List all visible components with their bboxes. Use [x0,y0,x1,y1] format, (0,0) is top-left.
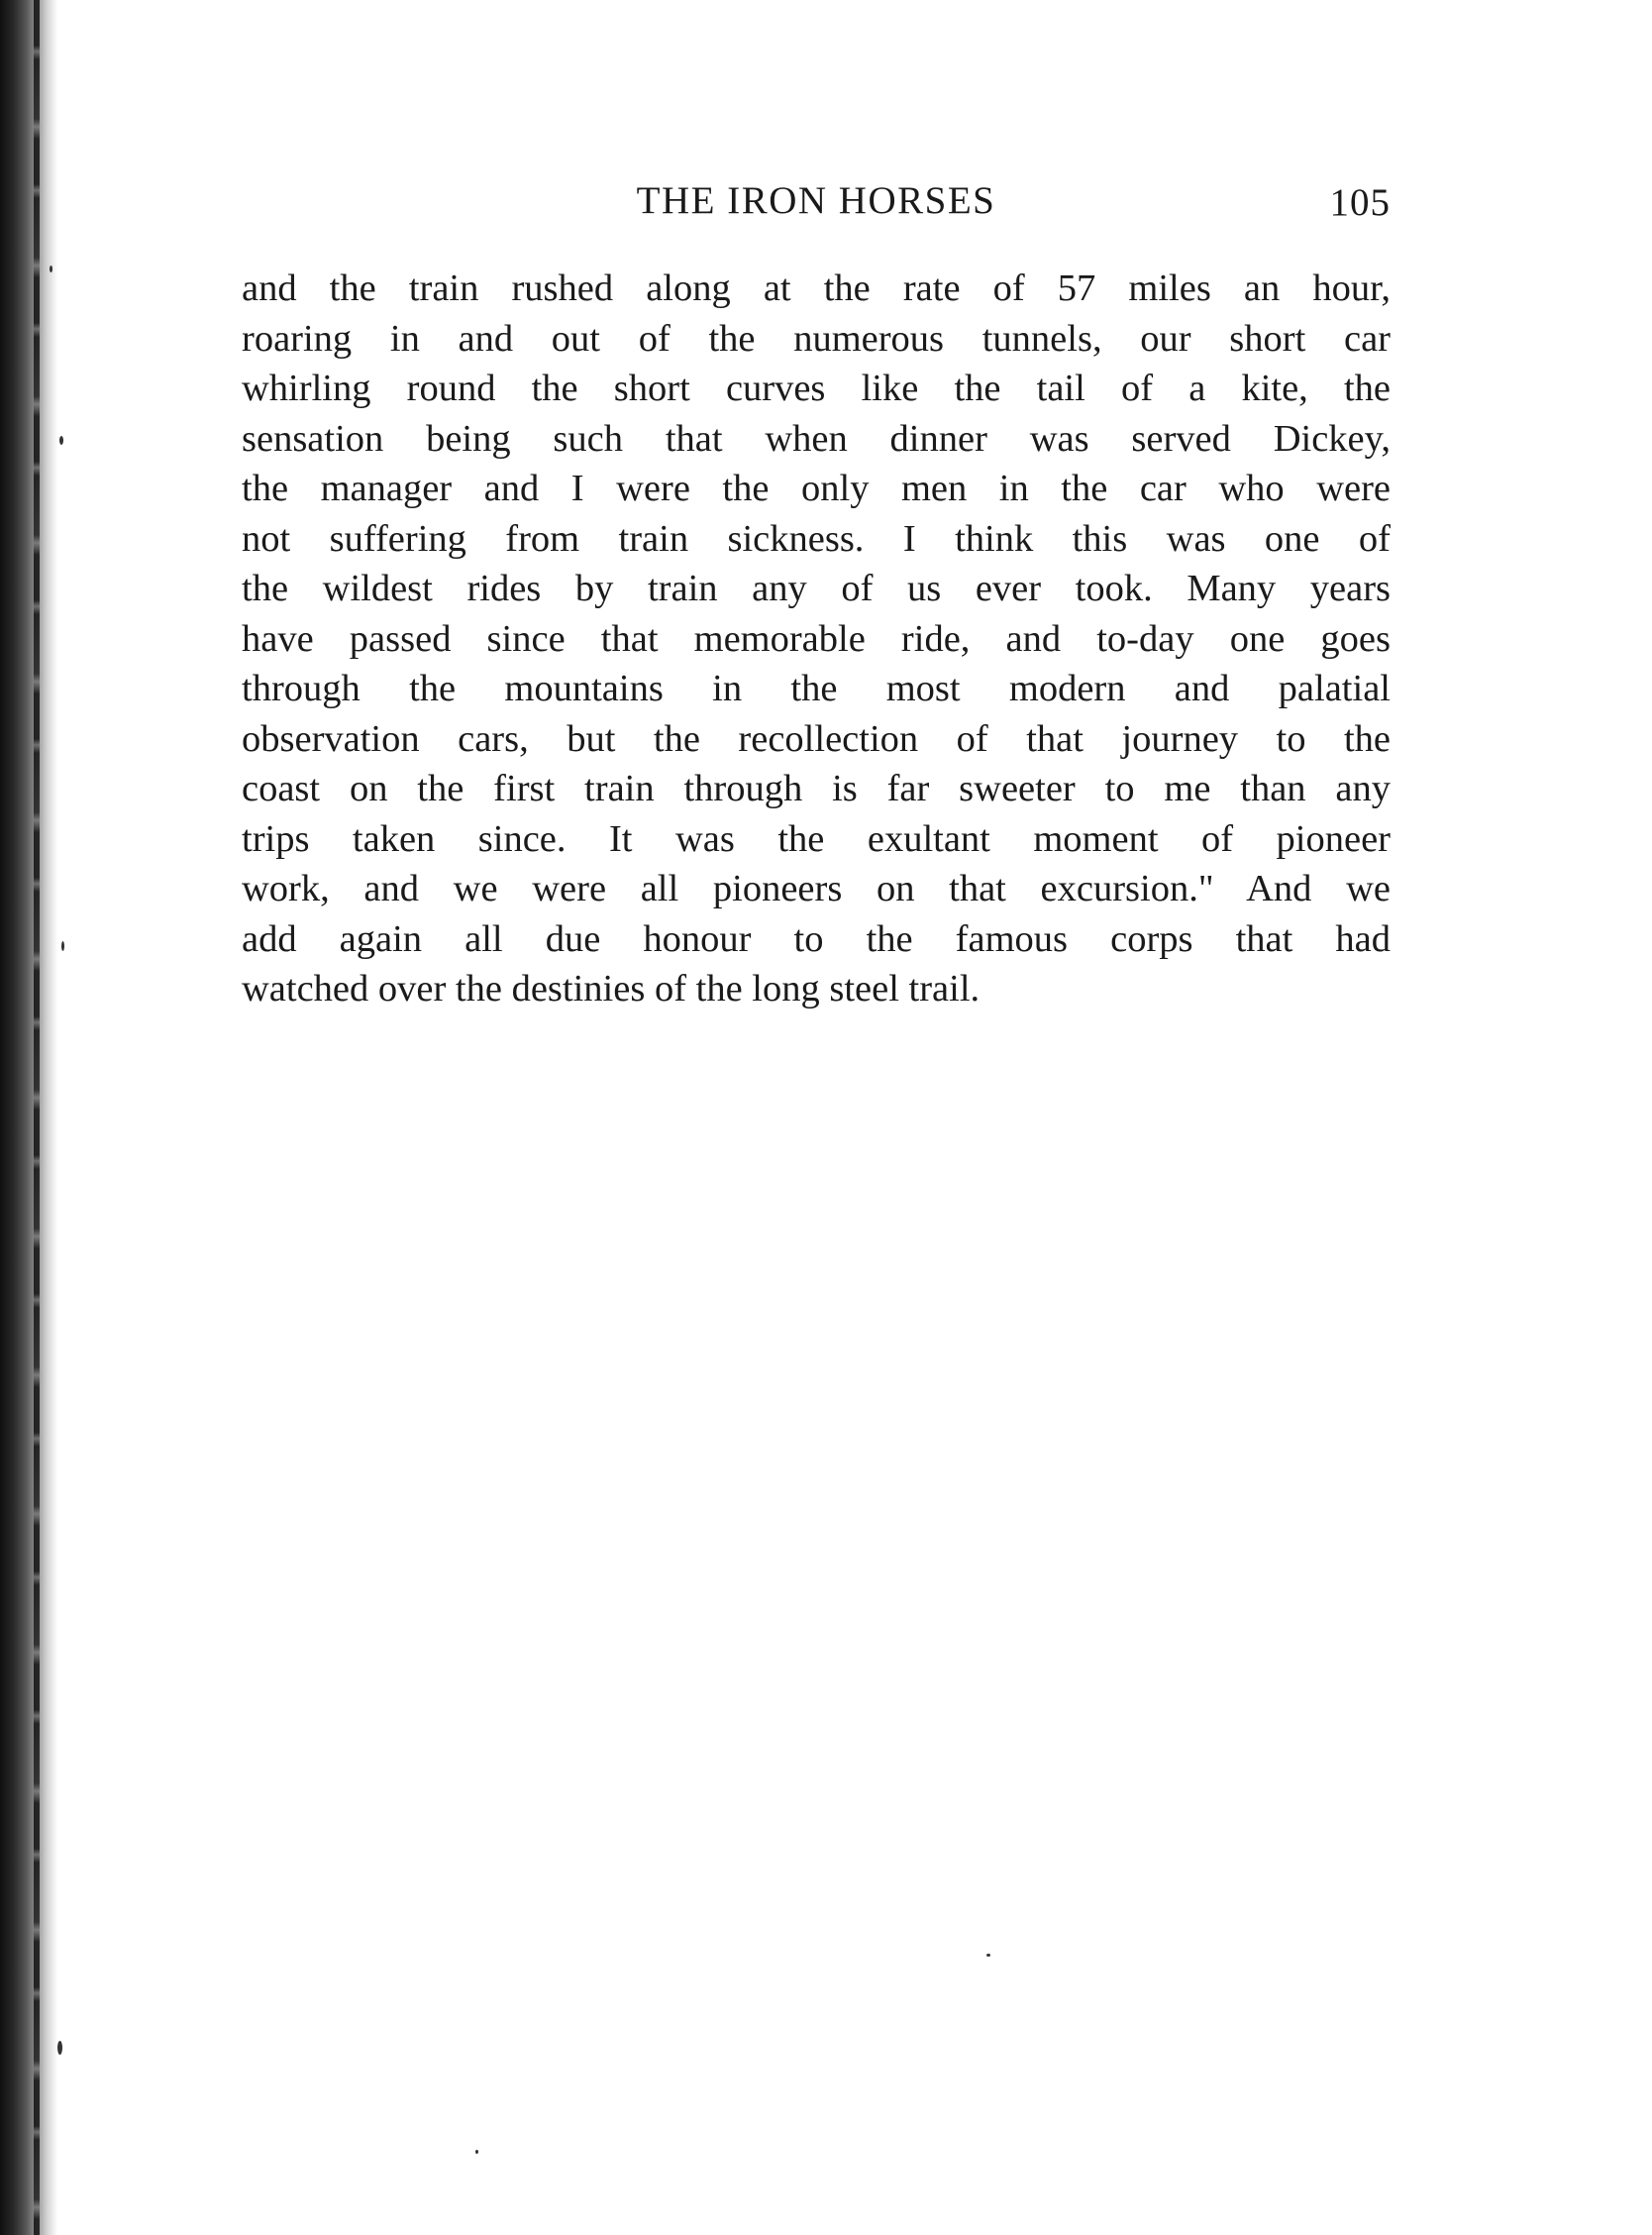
text-line: the wildest rides by train any of us ever took. Many years [242,568,1391,609]
text-line: and the train rushed along at the rate of 57 miles an hour, [242,267,1391,309]
ink-speck [986,1954,990,1957]
text-line: through the mountains in the most modern and palatial [242,668,1391,709]
text-line: roaring in and out of the numerous tunnels, our short car [242,317,1391,360]
text-line: work, and we were all pioneers on that excursion." And we [242,868,1391,909]
text-line: whirling round the short curves like the tail of a kite, the [242,368,1391,409]
text-line: observation cars, but the recollection of that journey to the [242,717,1391,760]
body-text [242,264,1391,1014]
page-number: 105 [1329,181,1391,224]
ink-speck [61,941,64,951]
running-head [242,176,1391,226]
text-line: trips taken since. It was the exultant moment of pioneer [242,817,1391,860]
text-line: watched over the destinies of the long steel trail. [242,968,981,1010]
running-title: THE IRON HORSES [636,179,996,222]
ink-speck [59,436,63,445]
binding-edge [34,0,40,2235]
text-line: sensation being such that when dinner was served Dickey, [242,417,1391,460]
text-line: not suffering from train sickness. I think this was one of [242,517,1391,560]
ink-speck [475,2150,478,2154]
binding-shadow [0,0,57,2235]
text-line: the manager and I were the only men in the car who were [242,468,1391,509]
text-line: have passed since that memorable ride, and to-day one goes [242,617,1391,660]
ink-speck [50,266,52,272]
text-line: coast on the first train through is far sweeter to me than any [242,768,1391,809]
text-line: add again all due honour to the famous corps that had [242,917,1391,960]
ink-speck [57,2041,62,2055]
